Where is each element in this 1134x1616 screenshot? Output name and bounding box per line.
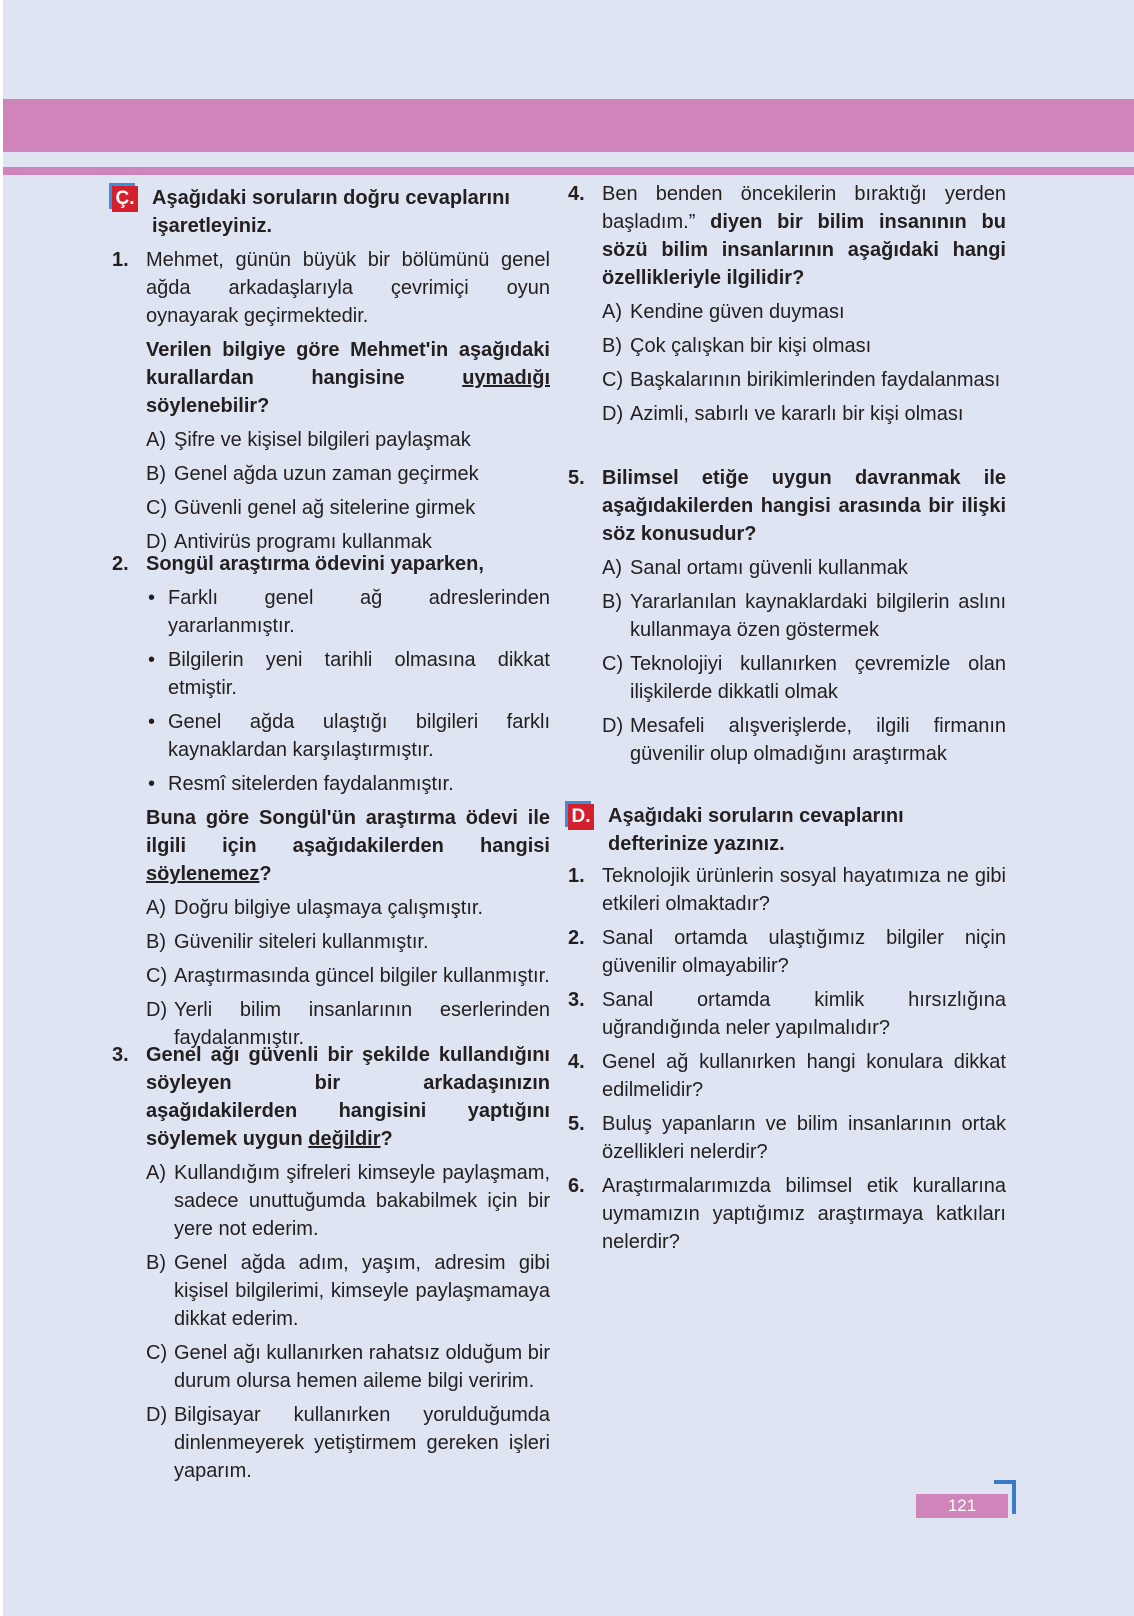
option-d[interactable]: D) Bilgisayar kullanırken yorulduğumda dinlenmeyerek yetiştirmem gereken işleri yaparım.: [146, 1404, 550, 1482]
option-b[interactable]: B) Genel ağda uzun zaman geçirmek: [146, 463, 479, 485]
option-c[interactable]: C) Güvenli genel ağ sitelerine girmek: [146, 497, 476, 519]
open-question: 1. Teknolojik ürünlerin sosyal hayatımıza ne gibi etkileri olmaktadır?: [568, 865, 1006, 915]
option-c[interactable]: C) Başkalarının birikimlerinden faydalanması: [602, 369, 1001, 391]
question-4: [568, 180, 1006, 428]
question-prompt: Bilimsel etiğe uygun davranmak ile aşağıdakilerden hangisi arasında bir ilişki söz konusudur?: [602, 467, 1006, 545]
option-c[interactable]: C) Araştırmasında güncel bilgiler kullanmıştır.: [146, 965, 550, 987]
option-b[interactable]: B) Genel ağda adım, yaşım, adresim gibi kişisel bilgilerimi, kimseyle paylaşmamaya dikkat ederim.: [146, 1252, 550, 1330]
option-c[interactable]: C) Teknolojiyi kullanırken çevremizle olan ilişkilerde dikkatli olmak: [602, 653, 1006, 703]
question-2: [112, 550, 550, 1052]
bullet-item: • Resmî sitelerden faydalanmıştır.: [146, 770, 550, 798]
page-number: 121: [916, 1494, 1008, 1518]
option-d[interactable]: D) Antivirüs programı kullanmak: [146, 531, 432, 553]
option-d[interactable]: D) Yerli bilim insanlarının eserlerinden faydalanmıştır.: [146, 999, 550, 1049]
question-prompt: Genel ağı güvenli bir şekilde kullandığını söyleyen bir arkadaşınızın aşağıdakilerden hangisini yaptığını söylemek uygun değildir?: [146, 1044, 550, 1150]
question-prompt: Verilen bilgiye göre Mehmet'in aşağıdaki kurallardan hangisine uymadığı söylenebilir?: [146, 339, 550, 417]
open-question: 2. Sanal ortamda ulaştığımız bilgiler niçin güvenilir olmayabilir?: [568, 927, 1006, 977]
header-stripe: [3, 167, 1134, 175]
bullet-item: • Farklı genel ağ adreslerinden yararlanmıştır.: [146, 584, 550, 640]
option-a[interactable]: A) Kullandığım şifreleri kimseyle paylaşmam, sadece unuttuğumda bakabilmek için bir yere not ederim.: [146, 1162, 550, 1240]
question-text: Songül araştırma ödevini yaparken,: [146, 553, 484, 575]
section-c-heading: [112, 184, 550, 240]
section-c-badge: Ç.: [112, 186, 138, 212]
header-band: [3, 99, 1134, 152]
option-b[interactable]: B) Çok çalışkan bir kişi olması: [602, 335, 872, 357]
option-a[interactable]: A) Şifre ve kişisel bilgileri paylaşmak: [146, 429, 471, 451]
option-a[interactable]: A) Sanal ortamı güvenli kullanmak: [602, 557, 908, 579]
section-d: [568, 802, 1006, 1256]
question-number: 1.: [112, 249, 129, 271]
question-prompt: Buna göre Songül'ün araştırma ödevi ile ilgili için aşağıdakilerden hangisi söylenemez?: [146, 807, 550, 885]
open-question: 5. Buluş yapanların ve bilim insanlarının ortak özellikleri nelerdir?: [568, 1113, 1006, 1163]
question-1: [112, 246, 550, 556]
section-d-title: Aşağıdaki soruların cevaplarını defterinize yazınız.: [608, 805, 904, 855]
section-c: [112, 184, 550, 244]
question-number: 3.: [112, 1044, 129, 1066]
open-question: 6. Araştırmalarımızda bilimsel etik kurallarına uymamızın yaptığımız araştırmaya katkıları nelerdir?: [568, 1175, 1006, 1253]
option-b[interactable]: B) Güvenilir siteleri kullanmıştır.: [146, 931, 429, 953]
open-question: 4. Genel ağ kullanırken hangi konulara dikkat edilmelidir?: [568, 1051, 1006, 1101]
section-d-heading: [568, 802, 1006, 858]
question-text: Mehmet, günün büyük bir bölümünü genel ağda arkadaşlarıyla çevrimiçi oyun oynayarak geçirmektedir.: [146, 249, 550, 327]
question-number: 5.: [568, 467, 585, 489]
question-number: 2.: [112, 553, 129, 575]
question-number: 4.: [568, 183, 585, 205]
section-c-title: Aşağıdaki soruların doğru cevaplarını işaretleyiniz.: [152, 187, 510, 237]
option-b[interactable]: B) Yararlanılan kaynaklardaki bilgilerin aslını kullanmaya özen göstermek: [602, 591, 1006, 641]
question-3: [112, 1041, 550, 1485]
bullet-item: • Bilgilerin yeni tarihli olmasına dikkat etmiştir.: [146, 646, 550, 702]
option-d[interactable]: D) Azimli, sabırlı ve kararlı bir kişi olması: [602, 403, 964, 425]
bullet-item: • Genel ağda ulaştığı bilgileri farklı kaynaklardan karşılaştırmıştır.: [146, 708, 550, 764]
question-prompt: diyen bir bilim insanının bu sözü bilim insanlarının aşağıdaki hangi özellikleriyle ilgilidir?: [602, 211, 1006, 289]
section-d-badge: D.: [568, 804, 594, 830]
page-edge: [0, 0, 3, 1616]
open-question: 3. Sanal ortamda kimlik hırsızlığına uğrandığında neler yapılmalıdır?: [568, 989, 1006, 1039]
option-a[interactable]: A) Kendine güven duyması: [602, 301, 845, 323]
question-5: [568, 464, 1006, 768]
question-text: Ben benden öncekilerin bıraktığı yerden başladım.”: [602, 183, 1006, 233]
option-c[interactable]: C) Genel ağı kullanırken rahatsız olduğum bir durum olursa hemen aileme bilgi veririm.: [146, 1342, 550, 1392]
option-d[interactable]: D) Mesafeli alışverişlerde, ilgili firmanın güvenilir olup olmadığını araştırmak: [602, 715, 1006, 765]
option-a[interactable]: A) Doğru bilgiye ulaşmaya çalışmıştır.: [146, 897, 484, 919]
